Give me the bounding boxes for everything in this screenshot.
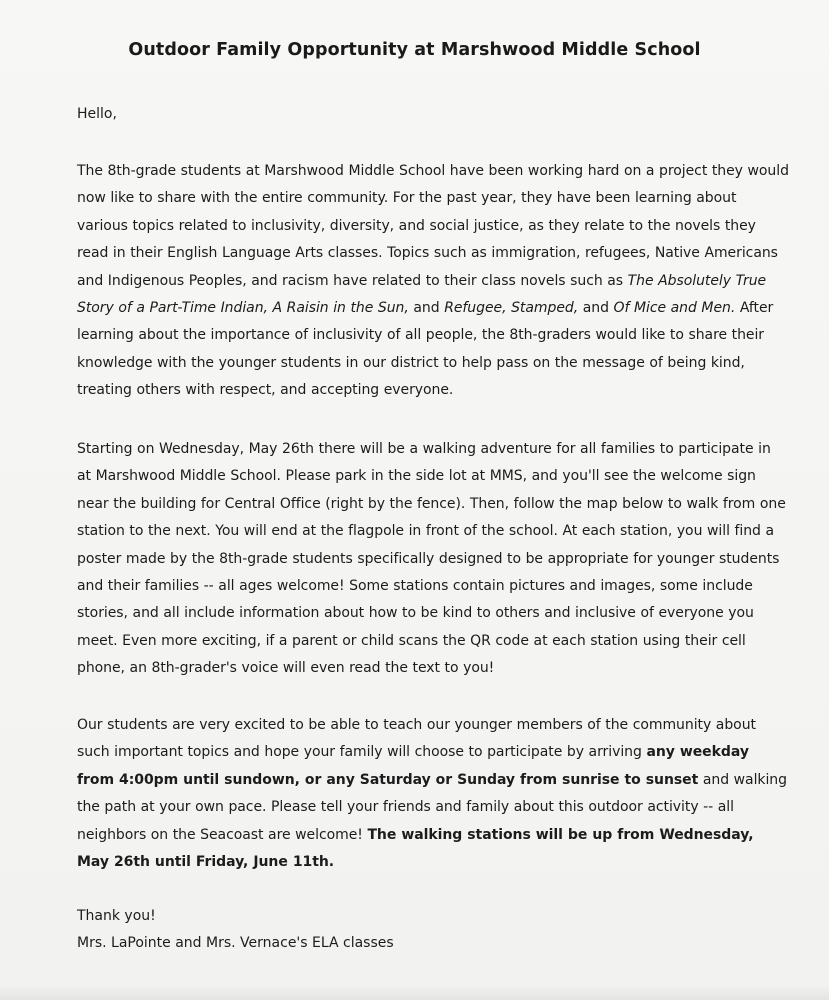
p1-and-1: and <box>408 300 445 317</box>
p1-text-end: After learning about the importance of inclusivity of all people, the 8th-graders would like to share their knowledge with the younger students in our district to help pass on the message of being kind, treating others with respect, and accepting everyone. <box>77 300 774 399</box>
p1-and-2: and <box>578 300 614 317</box>
p1-text-start: The 8th-grade students at Marshwood Middle School have been working hard on a project they would now like to share with the entire community. For the past year, they have been learning about various topics related to inclusivity, diversity, and social justice, as they relate to the novels they read in their English Language Arts classes. Topics such as immigration, refugees, Native Americans and Indigenous Peoples, and racism have related to their class novels such as <box>77 163 789 289</box>
closing-block <box>77 903 394 958</box>
p3-text-start: Our students are very excited to be able to teach our younger members of the community about such important topics and hope your family will choose to participate by arriving <box>77 717 756 761</box>
page-bottom-edge <box>0 986 829 1000</box>
closing-thanks: Thank you! <box>77 908 156 924</box>
book-title-of-mice-and-men: Of Mice and Men. <box>613 300 736 317</box>
paragraph-project-intro <box>77 158 789 405</box>
schedule-dates: The walking stations will be up from Wednesday, May 26th until Friday, June 11th. <box>77 826 754 871</box>
book-title-absolutely-true-story: The Absolutely True Story of a Part-Time Indian, A Raisin in the Sun, <box>77 272 767 317</box>
paragraph-participation <box>77 712 789 876</box>
closing-signature: Mrs. LaPointe and Mrs. Vernace's ELA classes <box>77 935 394 952</box>
schedule-hours: any weekday from 4:00pm until sundown, or any Saturday or Sunday from sunrise to sunset <box>77 744 749 788</box>
letter-title: Outdoor Family Opportunity at Marshwood Middle School <box>128 40 701 60</box>
greeting: Hello, <box>77 106 117 122</box>
book-title-refugee-stamped: Refugee, Stamped, <box>444 300 579 317</box>
paragraph-walking-adventure: Starting on Wednesday, May 26th there will be a walking adventure for all families to participate in at Marshwood Middle School. Please park in the side lot at MMS, and you'll see the welcome sign near the building for Central Office (right by the fence). Then, follow the map below to walk from one station to the next. You will end at the flagpole in front of the school. At each station, you will find a poster made by the 8th-grade students specifically designed to be appropriate for younger students and their families -- all ages welcome! Some stations contain pictures and images, some include stories, and all include information about how to be kind to others and inclusive of everyone you meet. Even more exciting, if a parent or child scans the QR code at each station using their cell phone, an 8th-grader's voice will even read the text to you! <box>77 441 786 677</box>
p3-text-middle: and walking the path at your own pace. Please tell your friends and family about this outdoor activity -- all neighbors on the Seacoast are welcome! <box>77 771 787 843</box>
